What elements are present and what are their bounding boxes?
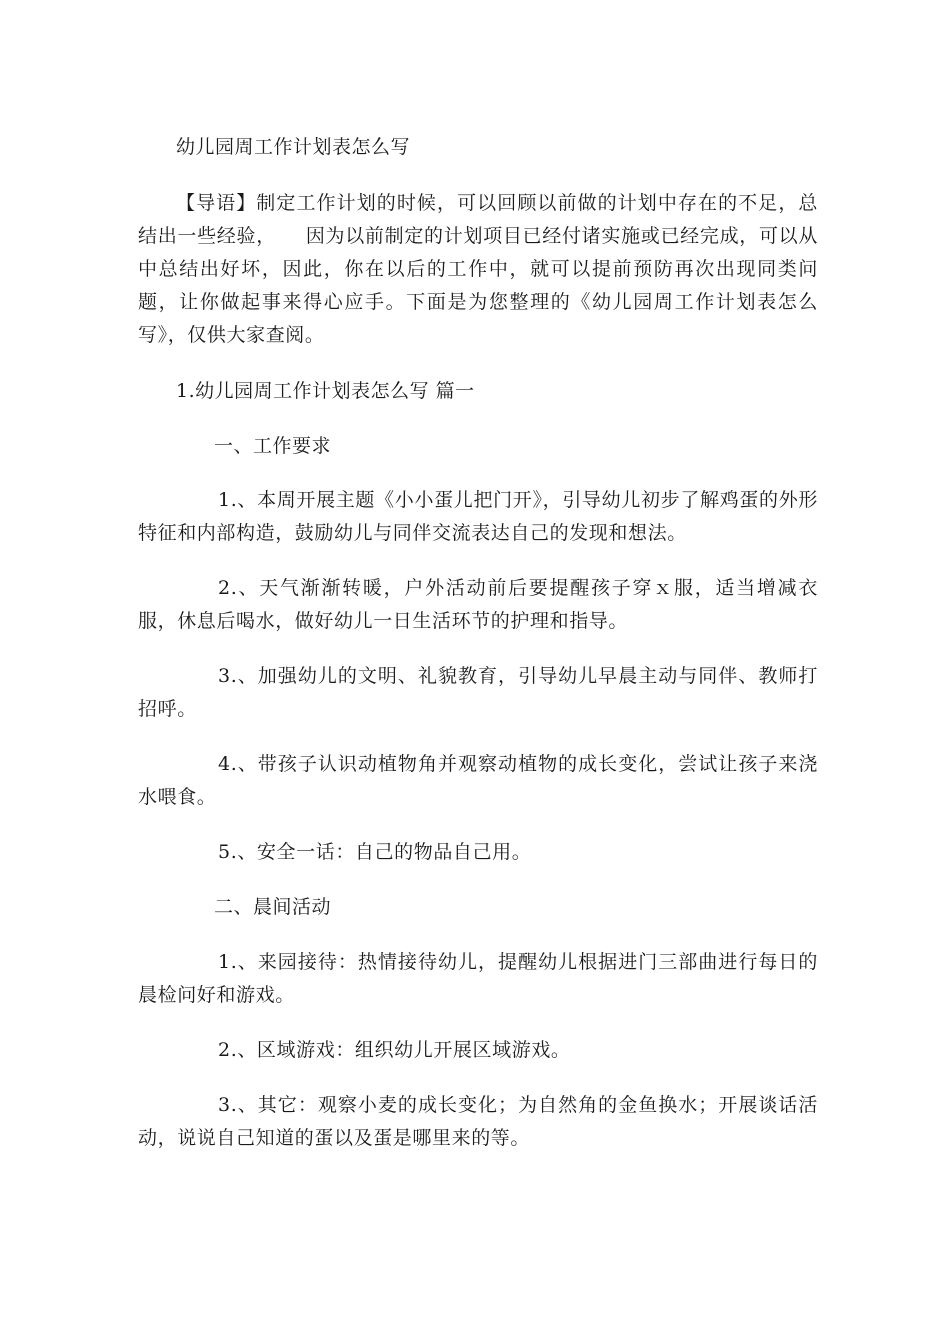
part1-item-4: 4.、带孩子认识动植物角并观察动植物的成长变化，尝试让孩子来浇水喂食。 <box>138 753 818 808</box>
part2-heading: 二、晨间活动 <box>214 896 332 918</box>
part2-item-3: 3.、其它：观察小麦的成长变化；为自然角的金鱼换水；开展谈话活动，说说自己知道的蛋以及蛋是哪里来的等。 <box>138 1094 818 1149</box>
part1-heading: 一、工作要求 <box>214 435 332 457</box>
part1-item-1: 1.、本周开展主题《小小蛋儿把门开》，引导幼儿初步了解鸡蛋的外形特征和内部构造，鼓励幼儿与同伴交流表达自己的发现和想法。 <box>138 489 818 544</box>
part2-item-2: 2.、区域游戏：组织幼儿开展区域游戏。 <box>218 1039 571 1061</box>
part1-item-5: 5.、安全一话：自己的物品自己用。 <box>218 841 532 863</box>
section-heading: 1.幼儿园周工作计划表怎么写 篇一 <box>176 380 475 402</box>
part2-item-1: 1.、来园接待：热情接待幼儿，提醒幼儿根据进门三部曲进行每日的晨检问好和游戏。 <box>138 951 818 1006</box>
intro-paragraph: 【导语】制定工作计划的时候，可以回顾以前做的计划中存在的不足，总结出一些经验， 因为以前制定的计划项目已经付诸实施或已经完成，可以从中总结出好坏，因此，你在以后的工作中，就可以提前预防再次出现同类问题，让你做起事来得心应手。下面是为您整理的《幼儿园周工作计划表怎么写》，仅供大家查阅。 <box>138 192 818 346</box>
part1-item-3: 3.、加强幼儿的文明、礼貌教育，引导幼儿早晨主动与同伴、教师打招呼。 <box>138 665 818 720</box>
part1-item-2: 2.、天气渐渐转暖，户外活动前后要提醒孩子穿ｘ服，适当增减衣服，休息后喝水，做好幼儿一日生活环节的护理和指导。 <box>138 577 818 632</box>
document-title: 幼儿园周工作计划表怎么写 <box>176 136 411 158</box>
